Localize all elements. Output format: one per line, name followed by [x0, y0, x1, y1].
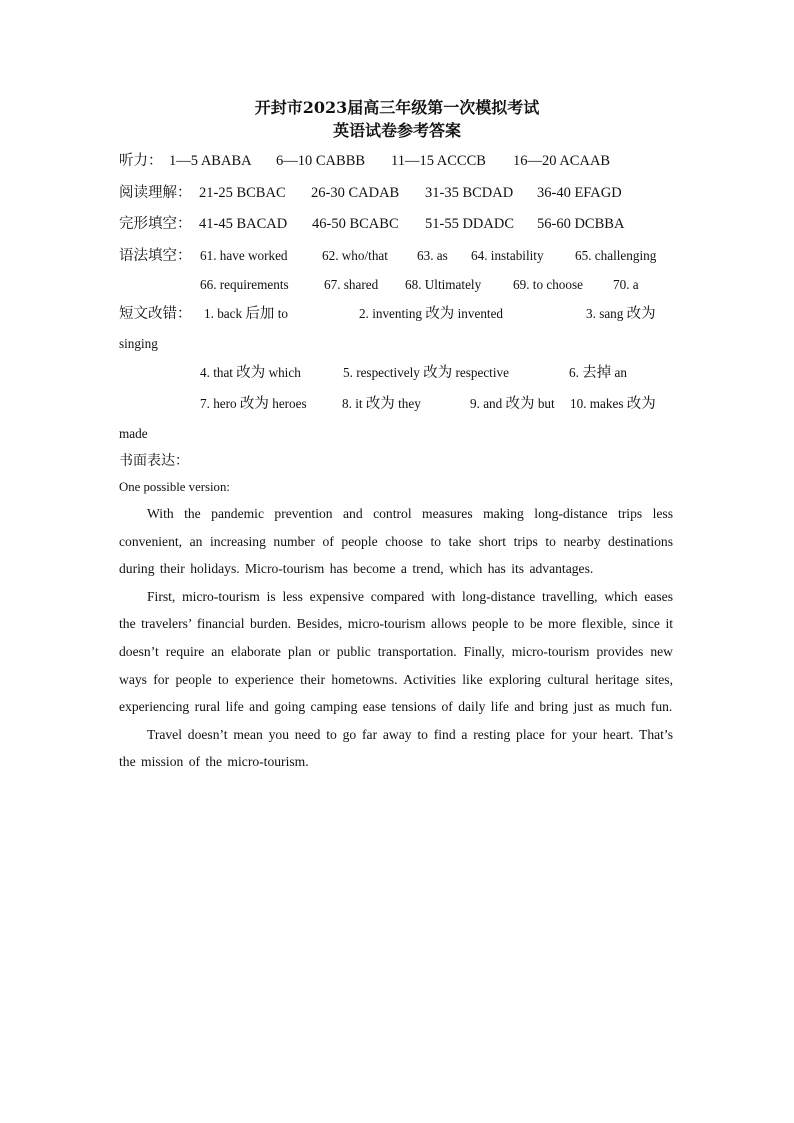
essay-paragraph-3: Travel doesn’t mean you need to go far away to find a resting place for your heart. That’s the mission of the micro-tourism. [119, 726, 673, 770]
writing-label: 书面表达： [119, 453, 189, 469]
exam-subtitle: 英语试卷参考答案 [332, 121, 461, 140]
grammar-69: 69. to choose [513, 277, 583, 292]
grammar-label: 语法填空： [119, 248, 192, 264]
correction-8: 8. it 改为 they [342, 396, 421, 412]
grammar-67: 67. shared [324, 277, 379, 292]
grammar-62: 62. who/that [322, 248, 388, 263]
correction-5: 5. respectively 改为 respective [343, 365, 509, 381]
correction-3: 3. sang 改为 [586, 306, 656, 322]
grammar-63: 63. as [417, 248, 448, 263]
essay-paragraph-2: First, micro-tourism is less expensive compared with long-distance travelling, which eases the travelers’ financial burden. Besides, micro-tourism allows people to be more flexible, since it doesn’t require an elaborate plan or public transportation. Finally, micro-tourism provides new ways for people to experience their hometowns. Activities like exploring cultural heritage sites, experiencing rural life and going camping ease tensions of daily life and bring just as much fun. [119, 588, 673, 715]
model-essay [119, 500, 673, 776]
grammar-61: 61. have worked [200, 248, 288, 263]
correction-4: 4. that 改为 which [200, 365, 301, 381]
reading-group-2: 26-30 CADAB [311, 185, 400, 201]
reading-group-3: 31-35 BCDAD [425, 185, 514, 201]
correction-3-continuation: singing [119, 336, 158, 351]
grammar-68: 68. Ultimately [405, 277, 482, 292]
listening-group-1: 1—5 ABABA [169, 153, 252, 169]
correction-label: 短文改错： [119, 306, 192, 322]
correction-1: 1. back 后加 to [204, 306, 288, 322]
cloze-group-3: 51-55 DDADC [425, 216, 515, 232]
correction-9: 9. and 改为 but [470, 396, 555, 412]
grammar-70: 70. a [613, 277, 639, 292]
grammar-64: 64. instability [471, 248, 544, 263]
correction-10-continuation: made [119, 426, 148, 441]
grammar-65: 65. challenging [575, 248, 657, 263]
cloze-group-2: 46-50 BCABC [312, 216, 399, 232]
listening-label: 听力： [119, 153, 163, 169]
correction-2: 2. inventing 改为 invented [359, 306, 504, 322]
reading-group-1: 21-25 BCBAC [199, 185, 286, 201]
correction-6: 6. 去掉 an [569, 365, 627, 381]
cloze-group-1: 41-45 BACAD [199, 216, 288, 232]
listening-group-2: 6—10 CABBB [276, 153, 366, 169]
listening-group-3: 11—15 ACCCB [391, 153, 486, 169]
essay-paragraph-1: With the pandemic prevention and control measures making long-distance trips less convenient, an increasing number of people choose to take short trips to nearby destinations during their holidays. Micro-tourism has become a trend, which has its advantages. [119, 506, 673, 577]
cloze-label: 完形填空： [119, 216, 192, 232]
correction-10: 10. makes 改为 [570, 396, 656, 412]
exam-title: 开封市2023届高三年级第一次模拟考试 [254, 98, 540, 117]
correction-7: 7. hero 改为 heroes [200, 396, 307, 412]
cloze-group-4: 56-60 DCBBA [537, 216, 625, 232]
reading-group-4: 36-40 EFAGD [537, 185, 622, 201]
reading-label: 阅读理解： [119, 185, 192, 201]
grammar-66: 66. requirements [200, 277, 289, 292]
version-label: One possible version: [119, 480, 230, 494]
listening-group-4: 16—20 ACAAB [513, 153, 611, 169]
